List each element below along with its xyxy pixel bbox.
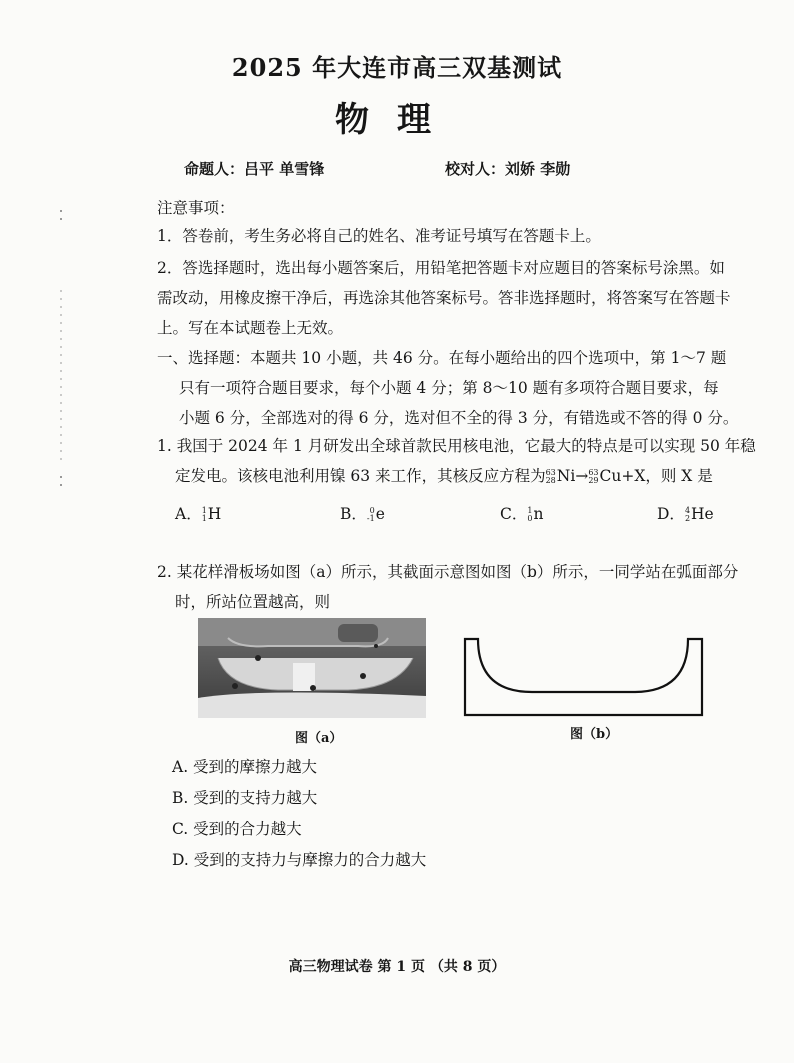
notice-item-1: 1．答卷前，考生务必将自己的姓名、准考证号填写在答题卡上。 (157, 227, 601, 245)
figure-b-diagram (462, 636, 706, 718)
q2-option-b: B. 受到的支持力越大 (172, 789, 318, 807)
q1-option-b: B． 0 -1 e (340, 505, 385, 523)
margin-binding-line (60, 290, 62, 460)
authors-right: 校对人：刘娇 李勋 (445, 160, 571, 178)
q1-option-a: A． 1 1 H (175, 505, 222, 523)
nuclide-cu63: 63 29 Cu+X (588, 467, 646, 485)
reaction-arrow: → (575, 467, 589, 485)
q1-line2-tail: ，则 X 是 (645, 467, 713, 485)
q2-line1: 2. 某花样滑板场如图（a）所示，其截面示意图如图（b）所示，一同学站在弧面部分 (157, 563, 739, 581)
q1-option-d: D． 4 2 He (657, 505, 714, 523)
figure-a-photo (198, 618, 426, 718)
figure-b-caption: 图（b） (570, 727, 619, 742)
q2-option-a: A. 受到的摩擦力越大 (172, 758, 318, 776)
section1-line2: 只有一项符合题目要求，每个小题 4 分；第 8～10 题有多项符合题目要求，每 (179, 379, 719, 397)
figure-a-caption: 图（a） (295, 731, 343, 746)
nuclide-ni63: 63 28 Ni (545, 467, 576, 485)
notice-heading: 注意事项： (157, 199, 235, 217)
q2-line2: 时，所站位置越高，则 (175, 593, 331, 611)
halfpipe-cross-section (462, 636, 706, 718)
q2-option-c: C. 受到的合力越大 (172, 820, 302, 838)
section1-line1: 一、选择题：本题共 10 小题，共 46 分。在每小题给出的四个选项中，第 1～7 题 (157, 349, 727, 367)
subject-title: 物理 (335, 100, 459, 140)
notice-item-2-line3: 上。写在本试题卷上无效。 (157, 319, 344, 337)
section1-line3: 小题 6 分，全部选对的得 6 分，选对但不全的得 3 分，有错选或不答的得 0 分。 (179, 409, 739, 427)
q1-line1: 1. 我国于 2024 年 1 月研发出全球首款民用核电池，它最大的特点是可以实现 50 年稳 (157, 437, 756, 455)
margin-binding-line (60, 476, 62, 490)
q1-option-c: C． 1 0 n (500, 505, 544, 523)
q1-line2 (175, 466, 713, 486)
notice-item-2-line2: 需改动，用橡皮擦干净后，再选涂其他答案标号。答非选择题时，将答案写在答题卡 (157, 289, 731, 307)
skatepark-photo-image (198, 618, 426, 718)
authors-left: 命题人：吕平 单雪锋 (184, 160, 325, 178)
page-footer: 高三物理试卷 第 1 页 （共 8 页） (288, 959, 506, 975)
exam-title: 2025 年大连市高三双基测试 (231, 53, 563, 82)
margin-binding-line (60, 210, 62, 222)
q2-option-d: D. 受到的支持力与摩擦力的合力越大 (172, 851, 427, 869)
q1-line2-text: 定发电。该核电池利用镍 63 来工作，其核反应方程为 (175, 467, 546, 485)
notice-item-2-line1: 2．答选择题时，选出每小题答案后，用铅笔把答题卡对应题目的答案标号涂黑。如 (157, 259, 725, 277)
